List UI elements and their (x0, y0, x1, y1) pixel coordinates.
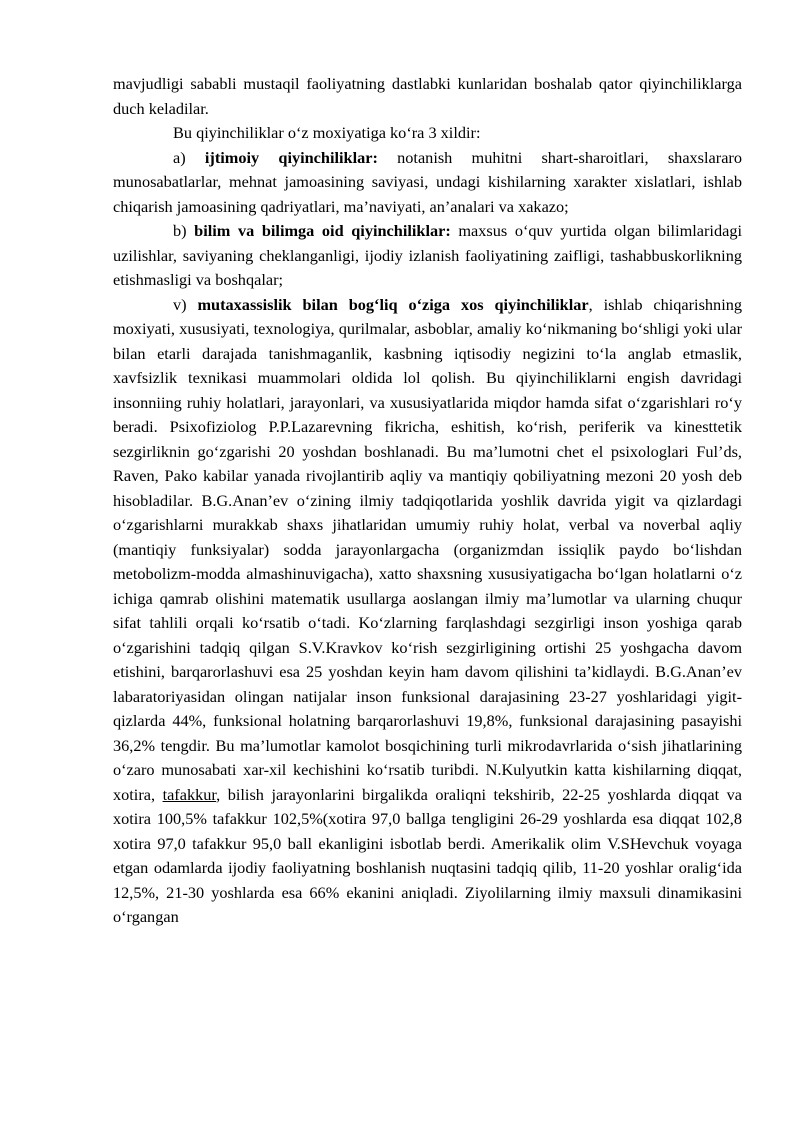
paragraph-a (113, 146, 742, 220)
term-v: mutaxassislik bilan bog‘liq o‘ziga xos qiyinchiliklar (197, 294, 589, 314)
term-b: bilim va bilimga oid qiyinchiliklar: (194, 221, 451, 240)
list-marker-v: v) (173, 294, 198, 314)
text-v-part1: , ishlab chiqarishning moxiyati, xususiyati, texnologiya, qurilmalar, asboblar, amaliy ko‘nikmaning bo‘shligi yoki ular bilan etarli darajada tanishmaganlik, kasbning iqtisodiy negizini to‘la anglab etmaslik, xavfsizlik texnikasi muammolari oldida lol qolish. Bu qiyinchiliklarni engish davridagi insonniing ruhiy holatlari, jarayonlari, va xususiyatlarida miqdor hamda sifat o‘zgarishlari ro‘y beradi. Psixofiziolog P.P.Lazarevning fikricha, eshitish, ko‘rish, periferik va kinesttetik sezgirliknin go‘zgarishi 20 yoshdan boshlanadi. Bu ma’lumotni chet el psixologlari Ful’ds, Raven, Pako kabilar yanada rivojlantirib aqliy va mantiqiy qobiliyatning mezoni 20 yosh deb hisobladilar. B.G.Anan’ev o‘zining ilmiy tadqiqotlarida yoshlik davrida yigit va qizlardagi o‘zgarishlarni murakkab shaxs jihatlaridan umumiy ruhiy holat, verbal va noverbal aqliy (mantiqiy funksiyalar) sodda jarayonlargacha (organizmdan issiqlik paydo bo‘lishdan metobolizm-modda almashinuvigacha), xatto shaxsning xususiyatigacha bo‘lgan holatlarni o‘z ichiga qamrab olishini matematik usullarga aoslangan ilmiy ma’lumotlar va ularning chuqur sifat tahlili orqali ko‘rsatib o‘tadi. Ko‘zlarning farqlashdagi sezgirligi inson yoshiga qarab o‘zgarishini tadqiq qilgan S.V.Kravkov ko‘rish sezgirligining ortishi 25 yoshgacha davom etishini, barqarorlashuvi esa 25 yoshdan keyin ham davom qilishini ta’kidlaydi. B.G.Anan’ev labaratoriyasidan olingan natijalar inson funksional darajasining 23-27 yoshlaridagi yigit-qizlarda 44%, funksional holatning barqarorlashuvi 19,8%, funksional darajasining pasayishi 36,2% tengdir. Bu ma’lumotlar kamolot bosqichining turli mikrodavrlarida o‘sish jihatlarining o‘zaro munosabati xar-xil kechishini ko‘rsatib turibdi. N.Kulyutkin katta kishilarning diqqat, xotira, (113, 294, 742, 804)
paragraph-v (113, 293, 742, 930)
paragraph-b (113, 219, 742, 293)
list-marker-a: a) (173, 147, 205, 167)
document-page (113, 72, 742, 930)
text-v-part2: , bilish jarayonlarini birgalikda oraliqni tekshirib, 22-25 yoshlarda diqqat va xotira 100,5% tafakkur 102,5%(xotira 97,0 ballga tengligini 26-29 yoshlarda esa diqqat 102,8 xotira 97,0 tafakkur 95,0 ball ekanligini isbotlab berdi. Amerikalik olim V.SHevchuk voyaga etgan odamlarda ijodiy faoliyatning boshlanish nuqtasini tadqiq qilib, 11-20 yoshlar oralig‘ida 12,5%, 21-30 yoshlarda esa 66% ekanini aniqladi. Ziyolilarning ilmiy maxsuli dinamikasini o‘rgangan (113, 784, 742, 926)
tafakkur-link[interactable]: tafakkur (162, 784, 217, 804)
term-a: ijtimoiy qiyinchiliklar: (204, 147, 378, 167)
paragraph-intro: Bu qiyinchiliklar o‘z moxiyatiga ko‘ra 3 xildir: (173, 123, 481, 142)
text-b: maxsus o‘quv yurtida olgan bilimlaridagi uzilishlar, saviyaning cheklanganligi, ijodiy izlanish faoliyatining zaifligi, tashabbuskorlikning etishmasligi va boshqalar; (113, 221, 742, 289)
paragraph-continuation: mavjudligi sababli mustaqil faoliyatning dastlabki kunlaridan boshalab qator qiyinchiliklarga duch keladilar. (113, 74, 742, 118)
text-a: notanish muhitni shart-sharoitlari, shaxslararo munosabatlarlar, mehnat jamoasining saviyasi, undagi kishilarning xarakter xislatlari, ishlab chiqarish jamoasining qadriyatlari, ma’naviyati, an’analari va xakazo; (113, 147, 742, 216)
list-marker-b: b) (173, 221, 195, 240)
